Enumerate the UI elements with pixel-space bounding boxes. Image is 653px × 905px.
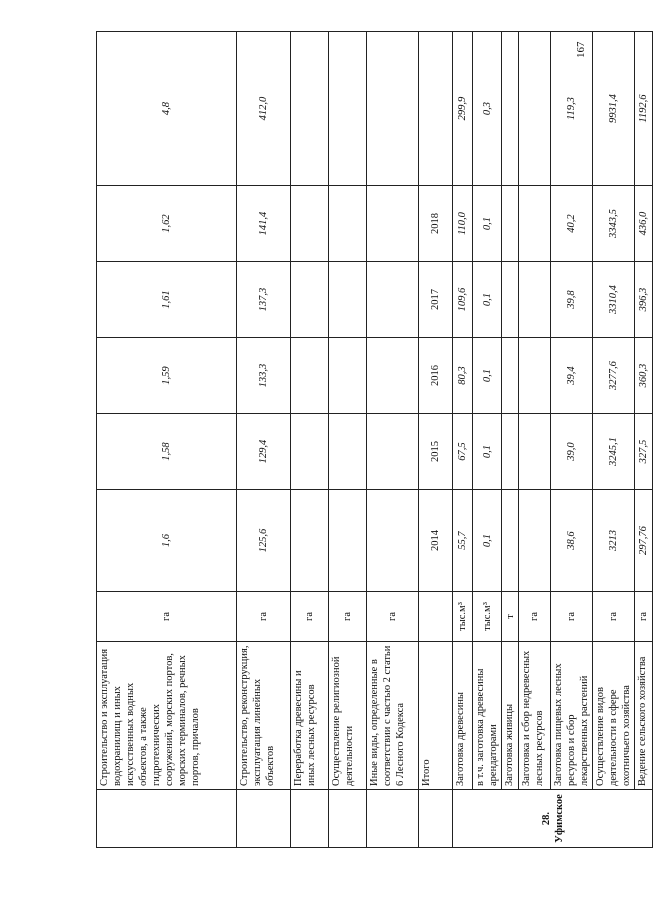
total-cell <box>291 32 329 186</box>
value-cell-v2018 <box>291 186 329 262</box>
total-cell: 1192,6 <box>635 32 653 186</box>
value-cell-v2014 <box>502 490 519 592</box>
region-label: 28. Уфимское <box>453 790 653 848</box>
value-cell-v2016 <box>291 338 329 414</box>
value-cell-v2016 <box>367 338 419 414</box>
value-cell-v2018: 141,4 <box>237 186 291 262</box>
total-cell: 9931,4 <box>593 32 635 186</box>
value-cell-v2018: 40,2 <box>551 186 593 262</box>
value-cell-v2017: 1,61 <box>97 262 237 338</box>
value-cell-v2016: 133,3 <box>237 338 291 414</box>
value-cell-v2014: 297,76 <box>635 490 653 592</box>
value-cell-v2018: 3343,5 <box>593 186 635 262</box>
value-cell-v2018: 436,0 <box>635 186 653 262</box>
value-cell-v2017 <box>291 262 329 338</box>
year-header-v2018: 2018 <box>419 186 453 262</box>
unit-cell: га <box>329 592 367 642</box>
value-cell-v2015: 39,0 <box>551 414 593 490</box>
activity-cell: Заготовка живицы <box>502 642 519 790</box>
value-cell-v2014: 1,6 <box>97 490 237 592</box>
value-cell-v2014 <box>519 490 551 592</box>
table-row <box>502 32 519 848</box>
unit-cell: тыс.м³ <box>473 592 502 642</box>
forest-use-table <box>96 31 653 848</box>
unit-cell <box>419 592 453 642</box>
activity-cell: Переработка древесины и иных лесных ресурсов <box>291 642 329 790</box>
value-cell-v2017: 137,3 <box>237 262 291 338</box>
table-row <box>329 32 367 848</box>
table-row <box>551 32 593 848</box>
activity-cell: Осуществление видов деятельности в сфере охотничьего хозяйства <box>593 642 635 790</box>
region-cell <box>329 790 367 848</box>
unit-cell: тыс.м³ <box>453 592 473 642</box>
value-cell-v2018: 110,0 <box>453 186 473 262</box>
value-cell-v2018: 1,62 <box>97 186 237 262</box>
total-cell <box>329 32 367 186</box>
value-cell-v2014: 3213 <box>593 490 635 592</box>
total-cell <box>519 32 551 186</box>
value-cell-v2015 <box>367 414 419 490</box>
activity-cell: Заготовка древесины <box>453 642 473 790</box>
total-cell <box>502 32 519 186</box>
value-cell-v2017: 39,8 <box>551 262 593 338</box>
table-row <box>519 32 551 848</box>
unit-cell: га <box>367 592 419 642</box>
year-header-v2015: 2015 <box>419 414 453 490</box>
year-header-v2017: 2017 <box>419 262 453 338</box>
value-cell-v2015 <box>329 414 367 490</box>
value-cell-v2015 <box>291 414 329 490</box>
table-row <box>593 32 635 848</box>
table-body-top <box>97 32 453 848</box>
value-cell-v2016: 39,4 <box>551 338 593 414</box>
activity-cell: Заготовка пищевых лесных ресурсов и сбор лекарственных растений <box>551 642 593 790</box>
table-row <box>453 32 473 848</box>
value-cell-v2018: 0,1 <box>473 186 502 262</box>
unit-cell: га <box>551 592 593 642</box>
activity-cell: Строительство, реконструкция, эксплуатация линейных объектов <box>237 642 291 790</box>
value-cell-v2014: 125,6 <box>237 490 291 592</box>
activity-cell: Ведение сельского хозяйства <box>635 642 653 790</box>
total-cell: 412,0 <box>237 32 291 186</box>
value-cell-v2016 <box>502 338 519 414</box>
table-row <box>237 32 291 848</box>
value-cell-v2017 <box>329 262 367 338</box>
year-header-v2014: 2014 <box>419 490 453 592</box>
activity-cell: Заготовка и сбор недревесных лесных ресурсов <box>519 642 551 790</box>
unit-cell: га <box>519 592 551 642</box>
value-cell-v2017: 396,3 <box>635 262 653 338</box>
unit-cell: га <box>635 592 653 642</box>
table-row <box>291 32 329 848</box>
total-cell <box>419 32 453 186</box>
activity-cell: в т.ч. заготовка древесины арендаторами <box>473 642 502 790</box>
value-cell-v2014: 38,6 <box>551 490 593 592</box>
table-row <box>473 32 502 848</box>
value-cell-v2015 <box>519 414 551 490</box>
total-cell: 0,3 <box>473 32 502 186</box>
value-cell-v2015: 67,5 <box>453 414 473 490</box>
activity-cell: Итого <box>419 642 453 790</box>
value-cell-v2016: 1,59 <box>97 338 237 414</box>
value-cell-v2017: 109,6 <box>453 262 473 338</box>
value-cell-v2017 <box>519 262 551 338</box>
total-cell: 4,8 <box>97 32 237 186</box>
region-cell <box>97 790 237 848</box>
value-cell-v2017: 0,1 <box>473 262 502 338</box>
total-cell <box>367 32 419 186</box>
value-cell-v2016: 0,1 <box>473 338 502 414</box>
value-cell-v2017: 3310,4 <box>593 262 635 338</box>
value-cell-v2017 <box>367 262 419 338</box>
table-row <box>635 32 653 848</box>
year-header-v2016: 2016 <box>419 338 453 414</box>
value-cell-v2014 <box>367 490 419 592</box>
total-cell: 119,3 <box>551 32 593 186</box>
value-cell-v2015: 3245,1 <box>593 414 635 490</box>
total-cell: 299,9 <box>453 32 473 186</box>
table-row <box>97 32 237 848</box>
unit-cell: т <box>502 592 519 642</box>
value-cell-v2014 <box>329 490 367 592</box>
page-number: 167 <box>575 41 587 58</box>
value-cell-v2014: 55,7 <box>453 490 473 592</box>
value-cell-v2014: 0,1 <box>473 490 502 592</box>
value-cell-v2016: 360,3 <box>635 338 653 414</box>
value-cell-v2018 <box>519 186 551 262</box>
unit-cell: га <box>237 592 291 642</box>
unit-cell: га <box>291 592 329 642</box>
value-cell-v2014 <box>291 490 329 592</box>
region-cell <box>419 790 453 848</box>
value-cell-v2018 <box>329 186 367 262</box>
value-cell-v2015: 327,5 <box>635 414 653 490</box>
table-body-bottom <box>453 32 653 848</box>
value-cell-v2017 <box>502 262 519 338</box>
value-cell-v2016 <box>519 338 551 414</box>
value-cell-v2015: 0,1 <box>473 414 502 490</box>
activity-cell: Иные виды, определенные в соответствии с частью 2 статьи 6 Лесного Кодекса <box>367 642 419 790</box>
value-cell-v2015: 1,58 <box>97 414 237 490</box>
unit-cell: га <box>593 592 635 642</box>
activity-cell: Строительство и эксплуатация водохранилищ и иных искусственных водных объектов, а также гидротехнических сооружений, морских портов, морских терминалов, речных портов, причалов <box>97 642 237 790</box>
unit-cell: га <box>97 592 237 642</box>
region-cell <box>367 790 419 848</box>
value-cell-v2018 <box>502 186 519 262</box>
value-cell-v2018 <box>367 186 419 262</box>
activity-cell: Осуществление религиозной деятельности <box>329 642 367 790</box>
value-cell-v2015: 129,4 <box>237 414 291 490</box>
region-cell <box>291 790 329 848</box>
value-cell-v2016: 3277,6 <box>593 338 635 414</box>
table-row <box>367 32 419 848</box>
value-cell-v2016 <box>329 338 367 414</box>
value-cell-v2015 <box>502 414 519 490</box>
value-cell-v2016: 80,3 <box>453 338 473 414</box>
rotated-table-container <box>96 32 649 848</box>
table-row <box>419 32 453 848</box>
region-cell <box>237 790 291 848</box>
